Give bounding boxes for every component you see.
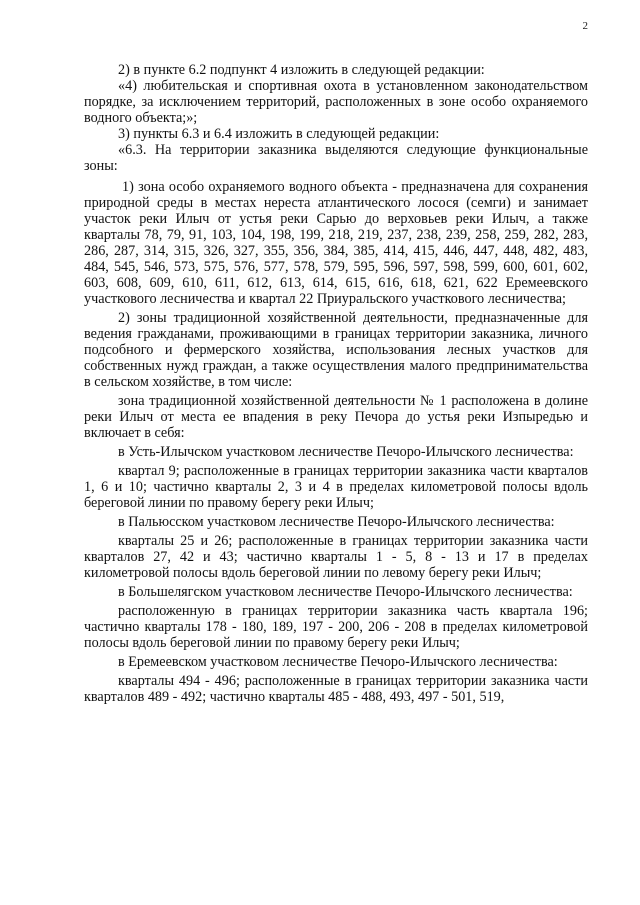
paragraph: в Усть-Илычском участковом лесничестве Печоро-Илычского лесничества: — [118, 444, 574, 460]
paragraph: 2) в пункте 6.2 подпункт 4 изложить в следующей редакции: — [118, 62, 485, 78]
paragraph: в Большелягском участковом лесничестве Печоро-Илычского лесничества: — [118, 584, 573, 600]
paragraph: расположенную в границах территории заказника часть квартала 196; частично кварталы 178 - 180, 189, 197 - 200, 206 - 208 в пределах километровой полосы вдоль береговой линии по правому берегу реки Илыч; — [84, 603, 588, 651]
page-number: 2 — [582, 20, 588, 32]
paragraph: 1) зона особо охраняемого водного объекта - предназначена для сохранения природной среды в местах нереста атлантического лосося (семги) и занимает участок реки Илыч от устья реки Сарью до верховьев реки Илыч, а также кварталы 78, 79, 91, 103, 104, 198, 199, 218, 219, 237, 238, 239, 258, 259, 282, 283, 286, 287, 314, 315, 326, 327, 355, 356, 384, 385, 414, 415, 446, 447, 448, 482, 483, 484, 545, 546, 573, 575, 576, 577, 578, 579, 595, 596, 597, 598, 599, 600, 601, 602, 603, 608, 609, 610, 611, 612, 613, 614, 615, 616, 618, 621, 622 Еремеевского участкового лесничества и квартал 22 Приуральского участкового лесничества; — [84, 179, 588, 307]
paragraph: 2) зоны традиционной хозяйственной деятельности, предназначенные для ведения гражданами, проживающими в границах территории заказника, личного подсобного и фермерского хозяйства, использования лесных участков для собственных нужд граждан, а также осуществления малого предпринимательства в сельском хозяйстве, в том числе: — [84, 310, 588, 390]
paragraph: квартал 9; расположенные в границах территории заказника части кварталов 1, 6 и 10; частично кварталы 2, 3 и 4 в пределах километровой полосы вдоль береговой линии по правому берегу реки Илыч; — [84, 463, 588, 511]
paragraph: в Пальюсском участковом лесничестве Печоро-Илычского лесничества: — [118, 514, 555, 530]
paragraph: 3) пункты 6.3 и 6.4 изложить в следующей редакции: — [118, 126, 440, 142]
document-body — [84, 62, 588, 705]
paragraph: «4) любительская и спортивная охота в установленном законодательством порядке, за исключением территорий, расположенных в зоне особо охраняемого водного объекта;»; — [84, 78, 588, 126]
paragraph: в Еремеевском участковом лесничестве Печоро-Илычского лесничества: — [118, 654, 558, 670]
paragraph: кварталы 25 и 26; расположенные в границах территории заказника части кварталов 27, 42 и 43; частично кварталы 1 - 5, 8 - 13 и 17 в пределах километровой полосы вдоль береговой линии по левому берегу реки Илыч; — [84, 533, 588, 581]
paragraph: «6.3. На территории заказника выделяются следующие функциональные зоны: — [84, 142, 588, 174]
paragraph: зона традиционной хозяйственной деятельности № 1 расположена в долине реки Илыч от места ее впадения в реку Печора до устья реки Изпыредью и включает в себя: — [84, 393, 588, 441]
paragraph: кварталы 494 - 496; расположенные в границах территории заказника части кварталов 489 - 492; частично кварталы 485 - 488, 493, 497 - 501, 519, — [84, 673, 588, 705]
